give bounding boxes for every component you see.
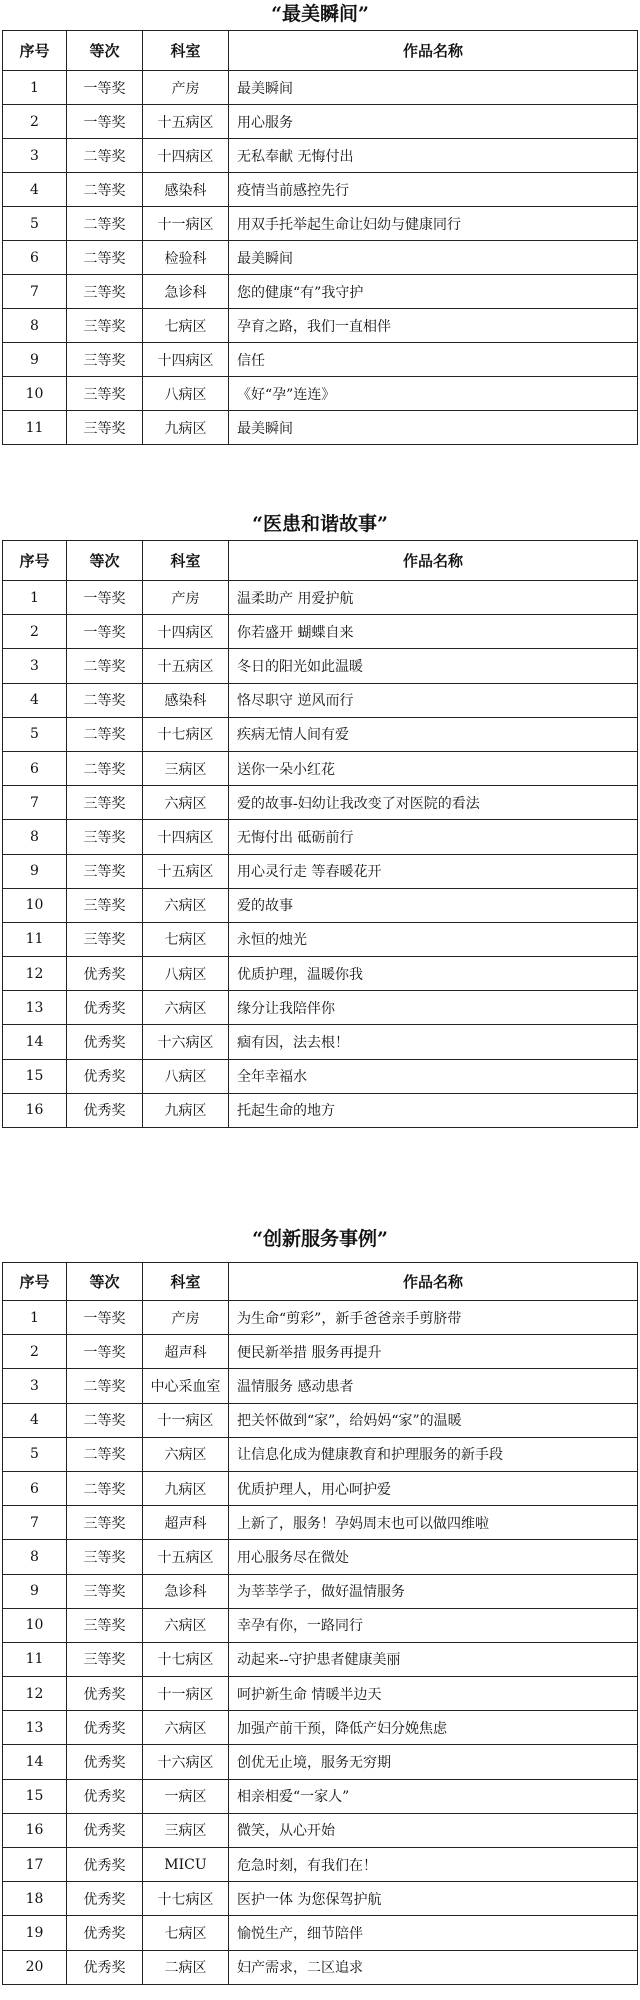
cell-work-title: 全年幸福水 <box>229 1059 638 1093</box>
table-row <box>3 1711 638 1745</box>
cell-grade: 三等奖 <box>67 820 143 854</box>
table-row <box>3 1848 638 1882</box>
cell-number: 13 <box>3 991 67 1025</box>
cell-work-title: 温柔助产 用爱护航 <box>229 581 638 615</box>
cell-number: 7 <box>3 275 67 309</box>
cell-number: 3 <box>3 139 67 173</box>
cell-number: 5 <box>3 207 67 241</box>
cell-number: 14 <box>3 1025 67 1059</box>
cell-department: 产房 <box>143 581 229 615</box>
cell-department: 十五病区 <box>143 1540 229 1574</box>
header-work-title: 作品名称 <box>229 31 638 71</box>
table-row <box>3 820 638 854</box>
cell-department: 检验科 <box>143 241 229 275</box>
cell-grade: 三等奖 <box>67 1506 143 1540</box>
cell-number: 5 <box>3 1437 67 1471</box>
table-row <box>3 581 638 615</box>
cell-grade: 二等奖 <box>67 1403 143 1437</box>
cell-number: 1 <box>3 1301 67 1335</box>
cell-work-title: 痼有因，法去根！ <box>229 1025 638 1059</box>
cell-department: 十七病区 <box>143 717 229 751</box>
cell-number: 10 <box>3 1608 67 1642</box>
table-row <box>3 615 638 649</box>
header-work-title: 作品名称 <box>229 541 638 581</box>
cell-department: 六病区 <box>143 786 229 820</box>
cell-grade: 优秀奖 <box>67 1950 143 1984</box>
cell-number: 7 <box>3 1506 67 1540</box>
cell-department: 十四病区 <box>143 343 229 377</box>
table-row <box>3 1335 638 1369</box>
cell-number: 10 <box>3 377 67 411</box>
section-title: “医患和谐故事” <box>252 513 388 535</box>
cell-number: 11 <box>3 922 67 956</box>
cell-work-title: 用心服务 <box>229 105 638 139</box>
cell-department: 六病区 <box>143 1608 229 1642</box>
header-grade: 等次 <box>67 541 143 581</box>
cell-work-title: 冬日的阳光如此温暖 <box>229 649 638 683</box>
cell-grade: 优秀奖 <box>67 1848 143 1882</box>
cell-grade: 一等奖 <box>67 1301 143 1335</box>
table-row <box>3 786 638 820</box>
cell-work-title: 上新了，服务！孕妈周末也可以做四维啦 <box>229 1506 638 1540</box>
cell-department: 中心采血室 <box>143 1369 229 1403</box>
table-row <box>3 1301 638 1335</box>
cell-number: 8 <box>3 1540 67 1574</box>
cell-number: 2 <box>3 1335 67 1369</box>
cell-department: 六病区 <box>143 888 229 922</box>
table-row <box>3 275 638 309</box>
cell-grade: 一等奖 <box>67 105 143 139</box>
cell-work-title: 无悔付出 砥砺前行 <box>229 820 638 854</box>
cell-department: 超声科 <box>143 1335 229 1369</box>
cell-grade: 优秀奖 <box>67 1779 143 1813</box>
table-row <box>3 377 638 411</box>
cell-work-title: 缘分让我陪伴你 <box>229 991 638 1025</box>
cell-department: 产房 <box>143 1301 229 1335</box>
table-row <box>3 1882 638 1916</box>
cell-number: 12 <box>3 957 67 991</box>
table-header-row <box>3 31 638 71</box>
table-row <box>3 1025 638 1059</box>
cell-grade: 二等奖 <box>67 1369 143 1403</box>
cell-grade: 优秀奖 <box>67 1093 143 1127</box>
table-row <box>3 854 638 888</box>
cell-work-title: 创优无止境，服务无穷期 <box>229 1745 638 1779</box>
cell-grade: 优秀奖 <box>67 1813 143 1847</box>
table-row <box>3 1608 638 1642</box>
cell-grade: 优秀奖 <box>67 991 143 1025</box>
cell-work-title: 微笑，从心开始 <box>229 1813 638 1847</box>
cell-work-title: 优质护理，温暖你我 <box>229 957 638 991</box>
award-table <box>2 1262 638 1985</box>
cell-work-title: 疫情当前感控先行 <box>229 173 638 207</box>
cell-department: MICU <box>143 1848 229 1882</box>
cell-number: 15 <box>3 1779 67 1813</box>
table-row <box>3 1642 638 1676</box>
table-row <box>3 991 638 1025</box>
cell-grade: 二等奖 <box>67 751 143 785</box>
cell-number: 4 <box>3 1403 67 1437</box>
cell-work-title: 送你一朵小红花 <box>229 751 638 785</box>
cell-department: 八病区 <box>143 377 229 411</box>
table-row <box>3 717 638 751</box>
header-department: 科室 <box>143 31 229 71</box>
cell-grade: 三等奖 <box>67 377 143 411</box>
cell-work-title: 幸孕有你，一路同行 <box>229 1608 638 1642</box>
table-row <box>3 683 638 717</box>
cell-number: 16 <box>3 1813 67 1847</box>
cell-number: 11 <box>3 1642 67 1676</box>
cell-number: 19 <box>3 1916 67 1950</box>
cell-number: 17 <box>3 1848 67 1882</box>
cell-number: 9 <box>3 1574 67 1608</box>
table-row <box>3 241 638 275</box>
cell-department: 九病区 <box>143 1471 229 1505</box>
cell-department: 九病区 <box>143 1093 229 1127</box>
cell-work-title: 便民新举措 服务再提升 <box>229 1335 638 1369</box>
cell-department: 六病区 <box>143 991 229 1025</box>
cell-number: 14 <box>3 1745 67 1779</box>
cell-work-title: 最美瞬间 <box>229 411 638 445</box>
table-row <box>3 1403 638 1437</box>
cell-department: 一病区 <box>143 1779 229 1813</box>
cell-department: 十六病区 <box>143 1745 229 1779</box>
cell-work-title: 疾病无情人间有爱 <box>229 717 638 751</box>
cell-number: 5 <box>3 717 67 751</box>
cell-grade: 优秀奖 <box>67 1025 143 1059</box>
cell-department: 感染科 <box>143 683 229 717</box>
cell-number: 2 <box>3 105 67 139</box>
cell-department: 十七病区 <box>143 1642 229 1676</box>
table-header-row <box>3 541 638 581</box>
cell-number: 9 <box>3 343 67 377</box>
award-table <box>2 540 638 1128</box>
cell-grade: 三等奖 <box>67 786 143 820</box>
cell-number: 1 <box>3 71 67 105</box>
cell-grade: 三等奖 <box>67 1574 143 1608</box>
cell-department: 十五病区 <box>143 105 229 139</box>
cell-grade: 三等奖 <box>67 411 143 445</box>
header-grade: 等次 <box>67 1263 143 1301</box>
table-row <box>3 1950 638 1984</box>
cell-work-title: 最美瞬间 <box>229 241 638 275</box>
table-header-row <box>3 1263 638 1301</box>
table-row <box>3 343 638 377</box>
cell-department: 十四病区 <box>143 820 229 854</box>
cell-work-title: 妇产需求，二区追求 <box>229 1950 638 1984</box>
cell-number: 8 <box>3 309 67 343</box>
cell-work-title: 最美瞬间 <box>229 71 638 105</box>
cell-work-title: 用心灵行走 等春暖花开 <box>229 854 638 888</box>
table-row <box>3 1574 638 1608</box>
cell-department: 七病区 <box>143 922 229 956</box>
cell-department: 感染科 <box>143 173 229 207</box>
cell-department: 十四病区 <box>143 139 229 173</box>
table-row <box>3 1677 638 1711</box>
cell-grade: 优秀奖 <box>67 1059 143 1093</box>
cell-work-title: 你若盛开 蝴蝶自来 <box>229 615 638 649</box>
cell-grade: 三等奖 <box>67 1608 143 1642</box>
cell-grade: 优秀奖 <box>67 1916 143 1950</box>
cell-number: 13 <box>3 1711 67 1745</box>
table-row <box>3 173 638 207</box>
cell-number: 1 <box>3 581 67 615</box>
cell-department: 六病区 <box>143 1711 229 1745</box>
cell-number: 10 <box>3 888 67 922</box>
cell-department: 三病区 <box>143 1813 229 1847</box>
cell-number: 18 <box>3 1882 67 1916</box>
header-department: 科室 <box>143 1263 229 1301</box>
cell-number: 15 <box>3 1059 67 1093</box>
cell-work-title: 信任 <box>229 343 638 377</box>
cell-work-title: 为生命“剪彩”，新手爸爸亲手剪脐带 <box>229 1301 638 1335</box>
cell-grade: 一等奖 <box>67 71 143 105</box>
cell-department: 急诊科 <box>143 1574 229 1608</box>
cell-number: 20 <box>3 1950 67 1984</box>
cell-work-title: 把关怀做到“家”，给妈妈“家”的温暖 <box>229 1403 638 1437</box>
cell-department: 八病区 <box>143 1059 229 1093</box>
cell-department: 九病区 <box>143 411 229 445</box>
table-row <box>3 411 638 445</box>
cell-department: 十六病区 <box>143 1025 229 1059</box>
cell-grade: 二等奖 <box>67 717 143 751</box>
cell-grade: 二等奖 <box>67 649 143 683</box>
cell-grade: 二等奖 <box>67 1437 143 1471</box>
table-row <box>3 1471 638 1505</box>
table-row <box>3 922 638 956</box>
cell-grade: 三等奖 <box>67 1642 143 1676</box>
cell-work-title: 医护一体 为您保驾护航 <box>229 1882 638 1916</box>
table-row <box>3 1059 638 1093</box>
cell-grade: 二等奖 <box>67 241 143 275</box>
cell-grade: 三等奖 <box>67 854 143 888</box>
cell-grade: 二等奖 <box>67 683 143 717</box>
table-row <box>3 1779 638 1813</box>
cell-work-title: 恪尽职守 逆风而行 <box>229 683 638 717</box>
table-row <box>3 888 638 922</box>
table-row <box>3 1745 638 1779</box>
cell-grade: 三等奖 <box>67 1540 143 1574</box>
cell-number: 7 <box>3 786 67 820</box>
table-row <box>3 309 638 343</box>
cell-grade: 二等奖 <box>67 173 143 207</box>
cell-grade: 优秀奖 <box>67 1711 143 1745</box>
cell-number: 4 <box>3 173 67 207</box>
cell-number: 2 <box>3 615 67 649</box>
cell-department: 急诊科 <box>143 275 229 309</box>
header-number: 序号 <box>3 1263 67 1301</box>
table-row <box>3 1540 638 1574</box>
table-row <box>3 1506 638 1540</box>
cell-grade: 三等奖 <box>67 309 143 343</box>
cell-grade: 优秀奖 <box>67 957 143 991</box>
cell-department: 超声科 <box>143 1506 229 1540</box>
cell-work-title: 《好“孕”连连》 <box>229 377 638 411</box>
cell-number: 4 <box>3 683 67 717</box>
cell-grade: 二等奖 <box>67 1471 143 1505</box>
cell-grade: 三等奖 <box>67 275 143 309</box>
cell-work-title: 无私奉献 无悔付出 <box>229 139 638 173</box>
cell-work-title: 温情服务 感动患者 <box>229 1369 638 1403</box>
table-row <box>3 207 638 241</box>
cell-grade: 三等奖 <box>67 343 143 377</box>
table-row <box>3 139 638 173</box>
cell-department: 十七病区 <box>143 1882 229 1916</box>
cell-grade: 一等奖 <box>67 1335 143 1369</box>
cell-department: 十一病区 <box>143 207 229 241</box>
cell-work-title: 愉悦生产，细节陪伴 <box>229 1916 638 1950</box>
section-title: “创新服务事例” <box>252 1228 388 1250</box>
cell-grade: 二等奖 <box>67 139 143 173</box>
cell-work-title: 永恒的烛光 <box>229 922 638 956</box>
table-row <box>3 1916 638 1950</box>
cell-work-title: 优质护理人，用心呵护爱 <box>229 1471 638 1505</box>
cell-department: 十四病区 <box>143 615 229 649</box>
cell-work-title: 用双手托举起生命让妇幼与健康同行 <box>229 207 638 241</box>
cell-department: 六病区 <box>143 1437 229 1471</box>
cell-grade: 二等奖 <box>67 207 143 241</box>
cell-number: 9 <box>3 854 67 888</box>
cell-department: 七病区 <box>143 1916 229 1950</box>
cell-department: 十一病区 <box>143 1677 229 1711</box>
cell-work-title: 爱的故事-妇幼让我改变了对医院的看法 <box>229 786 638 820</box>
header-grade: 等次 <box>67 31 143 71</box>
cell-grade: 优秀奖 <box>67 1677 143 1711</box>
table-row <box>3 1093 638 1127</box>
table-row <box>3 957 638 991</box>
cell-grade: 三等奖 <box>67 888 143 922</box>
cell-work-title: 相亲相爱“一家人” <box>229 1779 638 1813</box>
cell-number: 3 <box>3 1369 67 1403</box>
cell-grade: 三等奖 <box>67 922 143 956</box>
cell-department: 十五病区 <box>143 854 229 888</box>
award-table <box>2 30 638 445</box>
header-number: 序号 <box>3 541 67 581</box>
table-row <box>3 649 638 683</box>
section-title: “最美瞬间” <box>271 3 369 25</box>
header-department: 科室 <box>143 541 229 581</box>
cell-department: 七病区 <box>143 309 229 343</box>
cell-department: 二病区 <box>143 1950 229 1984</box>
header-number: 序号 <box>3 31 67 71</box>
cell-work-title: 加强产前干预，降低产妇分娩焦虑 <box>229 1711 638 1745</box>
cell-grade: 一等奖 <box>67 615 143 649</box>
cell-work-title: 您的健康“有”我守护 <box>229 275 638 309</box>
cell-number: 6 <box>3 751 67 785</box>
cell-number: 11 <box>3 411 67 445</box>
cell-department: 十一病区 <box>143 1403 229 1437</box>
cell-work-title: 为莘莘学子，做好温情服务 <box>229 1574 638 1608</box>
cell-work-title: 用心服务尽在微处 <box>229 1540 638 1574</box>
cell-grade: 优秀奖 <box>67 1882 143 1916</box>
cell-department: 三病区 <box>143 751 229 785</box>
cell-work-title: 爱的故事 <box>229 888 638 922</box>
table-row <box>3 1437 638 1471</box>
table-row <box>3 1813 638 1847</box>
table-row <box>3 105 638 139</box>
table-row <box>3 1369 638 1403</box>
cell-work-title: 托起生命的地方 <box>229 1093 638 1127</box>
cell-work-title: 孕育之路，我们一直相伴 <box>229 309 638 343</box>
cell-work-title: 动起来--守护患者健康美丽 <box>229 1642 638 1676</box>
cell-number: 16 <box>3 1093 67 1127</box>
cell-work-title: 危急时刻，有我们在！ <box>229 1848 638 1882</box>
cell-department: 产房 <box>143 71 229 105</box>
cell-work-title: 让信息化成为健康教育和护理服务的新手段 <box>229 1437 638 1471</box>
cell-number: 3 <box>3 649 67 683</box>
cell-number: 8 <box>3 820 67 854</box>
cell-work-title: 呵护新生命 情暖半边天 <box>229 1677 638 1711</box>
cell-number: 6 <box>3 1471 67 1505</box>
table-row <box>3 751 638 785</box>
cell-number: 12 <box>3 1677 67 1711</box>
cell-grade: 优秀奖 <box>67 1745 143 1779</box>
cell-department: 十五病区 <box>143 649 229 683</box>
cell-department: 八病区 <box>143 957 229 991</box>
cell-grade: 一等奖 <box>67 581 143 615</box>
cell-number: 6 <box>3 241 67 275</box>
table-row <box>3 71 638 105</box>
header-work-title: 作品名称 <box>229 1263 638 1301</box>
